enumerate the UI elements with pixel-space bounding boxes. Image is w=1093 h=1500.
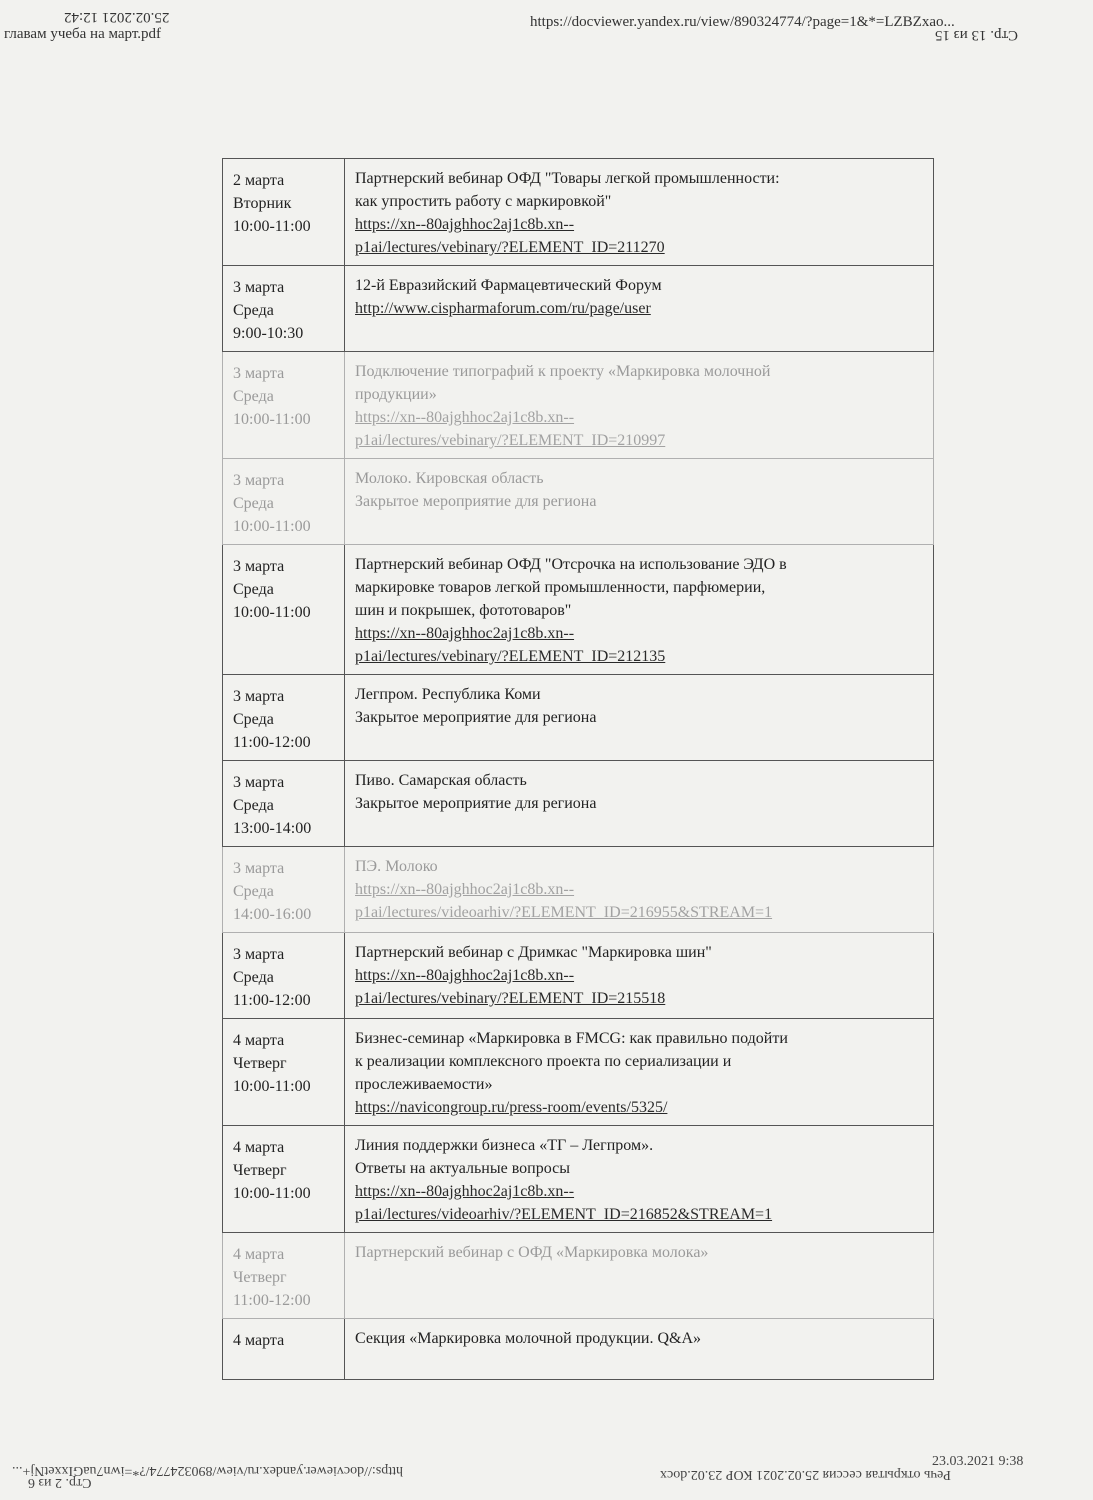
schedule-table bbox=[222, 158, 934, 1380]
event-cell bbox=[345, 933, 933, 1018]
event-weekday: Среда bbox=[233, 883, 274, 900]
schedule-row bbox=[222, 459, 934, 545]
date-cell bbox=[223, 1019, 345, 1125]
event-link[interactable]: https://xn--80ajghhoc2aj1c8b.xn-- bbox=[355, 1183, 575, 1200]
event-text: Молоко. Кировская область bbox=[355, 470, 544, 487]
header-url: https://docviewer.yandex.ru/view/890324774/?page=1&*=LZBZxao... bbox=[530, 14, 955, 30]
event-text: продукции» bbox=[355, 386, 437, 403]
event-cell bbox=[345, 266, 933, 351]
event-date: 3 марта bbox=[233, 472, 285, 489]
event-time: 13:00-14:00 bbox=[233, 820, 312, 837]
event-link[interactable]: p1ai/lectures/vebinary/?ELEMENT_ID=212135 bbox=[355, 648, 666, 665]
event-time: 11:00-12:00 bbox=[233, 992, 311, 1009]
event-weekday: Четверг bbox=[233, 1055, 287, 1072]
event-text: Линия поддержки бизнеса «ТГ – Легпром». bbox=[355, 1137, 654, 1154]
event-text: Партнерский вебинар с Дримкас "Маркировка шин" bbox=[355, 944, 712, 961]
date-cell bbox=[223, 1319, 345, 1379]
event-cell bbox=[345, 675, 933, 760]
schedule-row bbox=[222, 352, 934, 459]
event-cell bbox=[345, 847, 933, 932]
date-cell bbox=[223, 459, 345, 544]
event-text: Пиво. Самарская область bbox=[355, 772, 527, 789]
event-time: 10:00-11:00 bbox=[233, 1078, 311, 1095]
event-date: 3 марта bbox=[233, 860, 285, 877]
date-cell bbox=[223, 159, 345, 265]
schedule-row bbox=[222, 1319, 934, 1380]
event-weekday: Среда bbox=[233, 388, 274, 405]
footer-url-mirrored: https://docviewer.yandex.ru/view/890324774/?*=iwn7uaGIxxetNj+... bbox=[12, 1463, 403, 1478]
footer-doc-name-mirrored: Речь открытая сессия 25.02.2021 КОР 23.02.docx bbox=[660, 1467, 951, 1482]
event-cell bbox=[345, 545, 933, 674]
event-link[interactable]: https://xn--80ajghhoc2aj1c8b.xn-- bbox=[355, 881, 575, 898]
footer-timestamp: 23.03.2021 9:38 bbox=[932, 1454, 1024, 1469]
header-page-number-mirrored: Стр. 13 из 15 bbox=[935, 27, 1018, 43]
event-date: 3 марта bbox=[233, 688, 285, 705]
event-weekday: Четверг bbox=[233, 1269, 287, 1286]
event-weekday: Среда bbox=[233, 302, 274, 319]
event-text: Легпром. Республика Коми bbox=[355, 686, 541, 703]
event-date: 4 марта bbox=[233, 1332, 285, 1349]
event-text: маркировке товаров легкой промышленности, парфюмерии, bbox=[355, 579, 766, 596]
event-time: 14:00-16:00 bbox=[233, 906, 312, 923]
event-date: 3 марта bbox=[233, 774, 285, 791]
event-time: 10:00-11:00 bbox=[233, 218, 311, 235]
event-date: 3 марта bbox=[233, 558, 285, 575]
date-cell bbox=[223, 545, 345, 674]
event-text: Закрытое мероприятие для региона bbox=[355, 795, 597, 812]
event-link[interactable]: http://www.cispharmaforum.com/ru/page/user bbox=[355, 300, 651, 317]
event-cell bbox=[345, 1126, 933, 1232]
event-cell bbox=[345, 1319, 933, 1379]
event-weekday: Вторник bbox=[233, 195, 292, 212]
event-time: 11:00-12:00 bbox=[233, 1292, 311, 1309]
event-link[interactable]: https://xn--80ajghhoc2aj1c8b.xn-- bbox=[355, 216, 575, 233]
event-weekday: Среда bbox=[233, 797, 274, 814]
event-text: Закрытое мероприятие для региона bbox=[355, 709, 597, 726]
event-text: прослеживаемости» bbox=[355, 1076, 493, 1093]
event-link[interactable]: p1ai/lectures/vebinary/?ELEMENT_ID=211270 bbox=[355, 239, 665, 256]
event-link[interactable]: p1ai/lectures/videoarhiv/?ELEMENT_ID=216955&STREAM=1 bbox=[355, 904, 773, 921]
schedule-row bbox=[222, 675, 934, 761]
date-cell bbox=[223, 266, 345, 351]
event-text: 12-й Евразийский Фармацевтический Форум bbox=[355, 277, 662, 294]
event-text: Секция «Маркировка молочной продукции. Q&A» bbox=[355, 1330, 701, 1347]
event-date: 4 марта bbox=[233, 1139, 285, 1156]
date-cell bbox=[223, 933, 345, 1018]
schedule-row bbox=[222, 266, 934, 352]
event-date: 3 марта bbox=[233, 946, 285, 963]
event-link[interactable]: p1ai/lectures/vebinary/?ELEMENT_ID=215518 bbox=[355, 990, 666, 1007]
event-time: 10:00-11:00 bbox=[233, 604, 311, 621]
event-date: 3 марта bbox=[233, 279, 285, 296]
event-time: 11:00-12:00 bbox=[233, 734, 311, 751]
date-cell bbox=[223, 1233, 345, 1318]
schedule-row bbox=[222, 158, 934, 266]
event-weekday: Среда bbox=[233, 711, 274, 728]
date-cell bbox=[223, 761, 345, 846]
event-date: 4 марта bbox=[233, 1032, 285, 1049]
event-text: Подключение типографий к проекту «Маркировка молочной bbox=[355, 363, 771, 380]
event-time: 9:00-10:30 bbox=[233, 325, 304, 342]
event-cell bbox=[345, 352, 933, 458]
header-file-name: главам учеба на март.pdf bbox=[4, 26, 162, 42]
schedule-row bbox=[222, 933, 934, 1019]
event-text: Партнерский вебинар ОФД "Товары легкой промышленности: bbox=[355, 170, 780, 187]
schedule-row bbox=[222, 1233, 934, 1319]
schedule-row bbox=[222, 847, 934, 933]
event-text: Закрытое мероприятие для региона bbox=[355, 493, 597, 510]
schedule-row bbox=[222, 761, 934, 847]
event-date: 3 марта bbox=[233, 365, 285, 382]
date-cell bbox=[223, 352, 345, 458]
event-text: Ответы на актуальные вопросы bbox=[355, 1160, 570, 1177]
event-link[interactable]: https://xn--80ajghhoc2aj1c8b.xn-- bbox=[355, 967, 575, 984]
event-text: ПЭ. Молоко bbox=[355, 858, 438, 875]
date-cell bbox=[223, 847, 345, 932]
event-date: 2 марта bbox=[233, 172, 285, 189]
event-link[interactable]: https://xn--80ajghhoc2aj1c8b.xn-- bbox=[355, 409, 575, 426]
header-timestamp-mirrored: 25.02.2021 12:42 bbox=[64, 9, 170, 25]
event-time: 10:00-11:00 bbox=[233, 411, 311, 428]
event-time: 10:00-11:00 bbox=[233, 518, 311, 535]
schedule-row bbox=[222, 1019, 934, 1126]
event-cell bbox=[345, 1019, 933, 1125]
event-cell bbox=[345, 159, 933, 265]
event-weekday: Четверг bbox=[233, 1162, 287, 1179]
event-text: как упростить работу с маркировкой" bbox=[355, 193, 612, 210]
date-cell bbox=[223, 675, 345, 760]
event-text: Партнерский вебинар с ОФД «Маркировка молока» bbox=[355, 1244, 709, 1261]
date-cell bbox=[223, 1126, 345, 1232]
event-link[interactable]: p1ai/lectures/vebinary/?ELEMENT_ID=210997 bbox=[355, 432, 666, 449]
event-link[interactable]: p1ai/lectures/videoarhiv/?ELEMENT_ID=216852&STREAM=1 bbox=[355, 1206, 773, 1223]
event-time: 10:00-11:00 bbox=[233, 1185, 311, 1202]
event-text: Партнерский вебинар ОФД "Отсрочка на использование ЭДО в bbox=[355, 556, 787, 573]
event-cell bbox=[345, 761, 933, 846]
event-date: 4 марта bbox=[233, 1246, 285, 1263]
event-weekday: Среда bbox=[233, 495, 274, 512]
event-link[interactable]: https://navicongroup.ru/press-room/events/5325/ bbox=[355, 1099, 668, 1116]
footer-page-number-mirrored: Стр. 2 из 6 bbox=[28, 1475, 92, 1490]
event-cell bbox=[345, 1233, 933, 1318]
event-text: Бизнес-семинар «Маркировка в FMCG: как правильно подойти bbox=[355, 1030, 788, 1047]
schedule-row bbox=[222, 545, 934, 675]
event-link[interactable]: https://xn--80ajghhoc2aj1c8b.xn-- bbox=[355, 625, 575, 642]
event-text: шин и покрышек, фототоваров" bbox=[355, 602, 572, 619]
event-weekday: Среда bbox=[233, 581, 274, 598]
event-text: к реализации комплексного проекта по сериализации и bbox=[355, 1053, 732, 1070]
event-weekday: Среда bbox=[233, 969, 274, 986]
schedule-row bbox=[222, 1126, 934, 1233]
event-cell bbox=[345, 459, 933, 544]
